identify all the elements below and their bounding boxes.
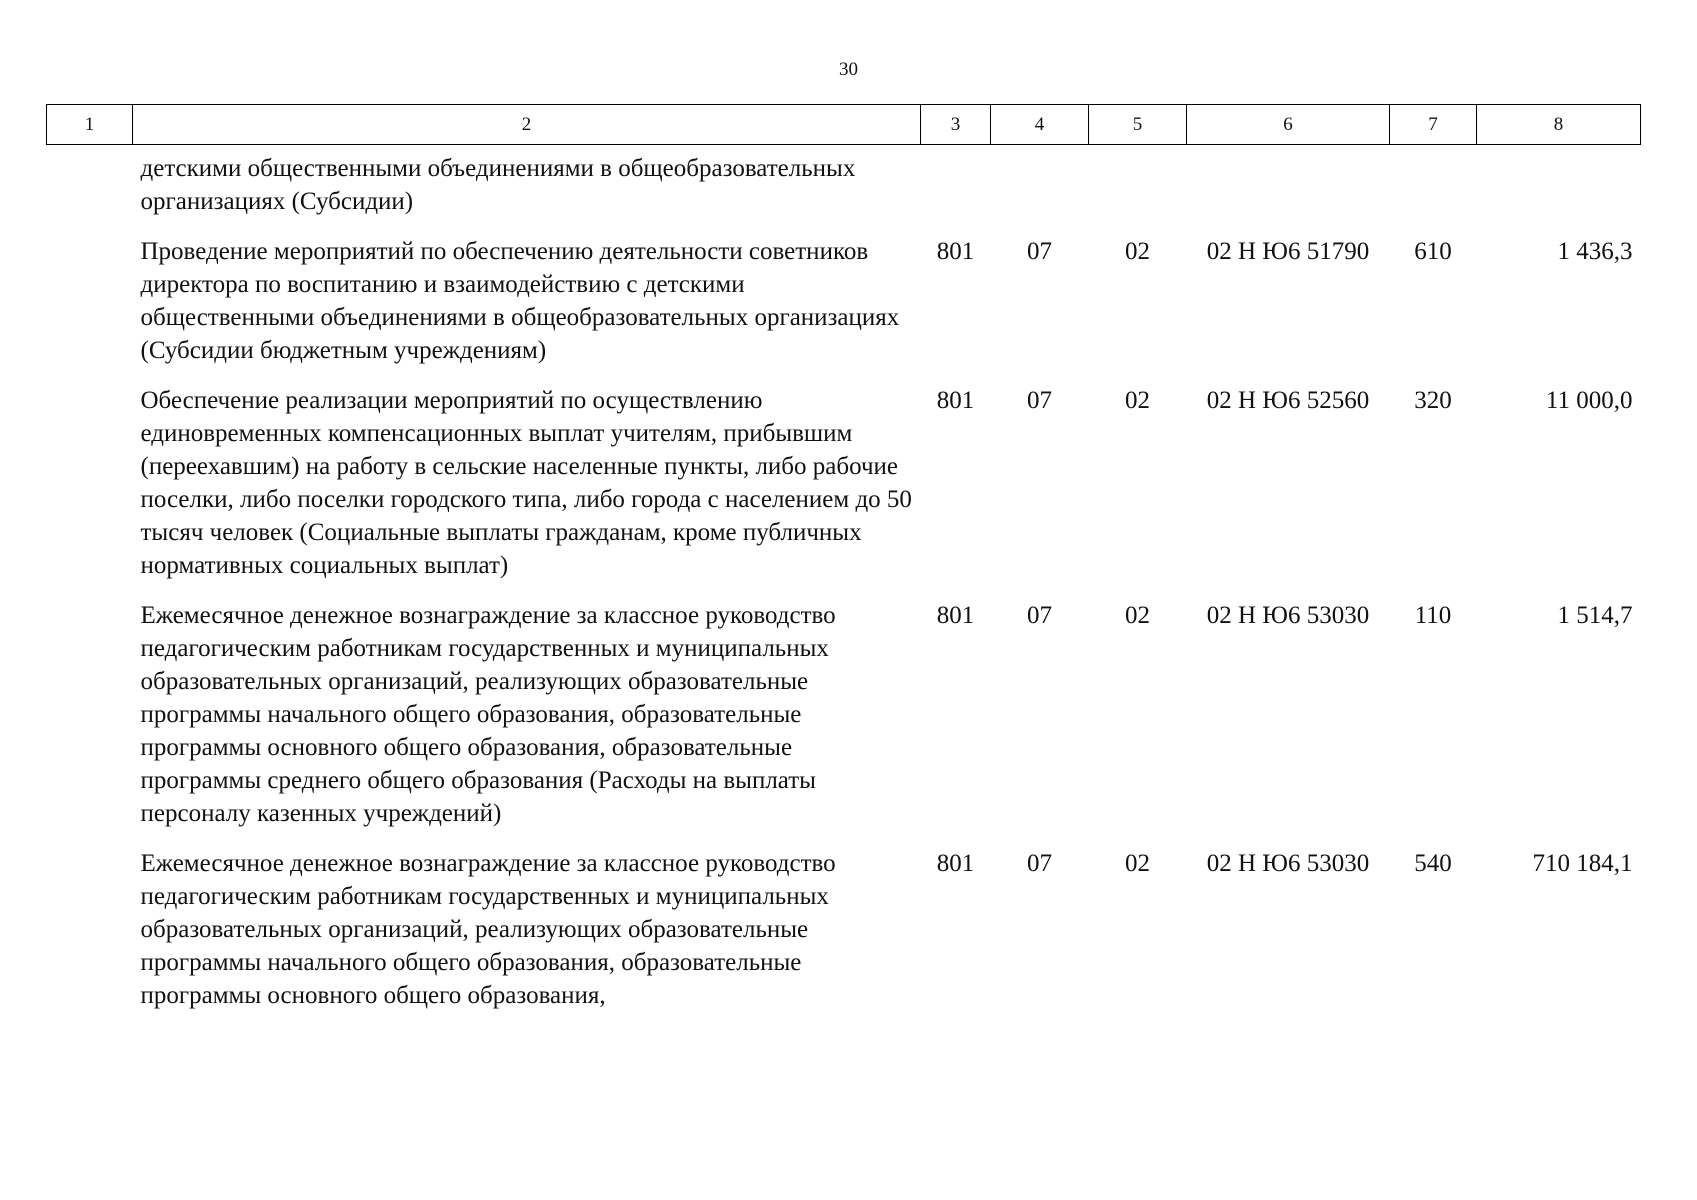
budget-table bbox=[46, 104, 1641, 1012]
header-col-8: 8 bbox=[1477, 105, 1641, 145]
cell-description: Обеспечение реализации мероприятий по осуществлению единовременных компенсационных выплат учителям, прибывшим (переехавшим) на работу в сельские населенные пункты, либо рабочие поселки, либо поселки городского типа, либо города с населением до 50 тысяч человек (Социальные выплаты гражданам, кроме публичных нормативных социальных выплат) bbox=[140, 387, 912, 579]
cell-amount: 1 436,3 bbox=[1557, 238, 1633, 265]
cell-col-3: 801 bbox=[936, 387, 975, 414]
table-header-row bbox=[47, 105, 1641, 145]
header-col-5: 5 bbox=[1089, 105, 1187, 145]
cell-col-1 bbox=[47, 145, 133, 236]
cell-col-5 bbox=[1089, 145, 1187, 236]
cell-col-5: 02 bbox=[1125, 238, 1150, 265]
cell-col-4: 07 bbox=[1027, 387, 1052, 414]
table-row-continuation bbox=[47, 145, 1641, 236]
cell-col-5: 02 bbox=[1125, 387, 1150, 414]
cell-col-1 bbox=[47, 384, 133, 599]
cell-col-4 bbox=[991, 145, 1089, 236]
header-col-3: 3 bbox=[921, 105, 991, 145]
cell-amount: 1 514,7 bbox=[1557, 602, 1633, 629]
cell-col-7: 110 bbox=[1414, 602, 1452, 629]
cell-col-3: 801 bbox=[936, 850, 975, 877]
cell-description: Ежемесячное денежное вознаграждение за классное руководство педагогическим работникам государственных и муниципальных образовательных организаций, реализующих образовательные программы начального общего образования, образовательные программы основного общего образования, bbox=[140, 850, 836, 1009]
cell-col-1 bbox=[47, 847, 133, 1012]
header-col-4: 4 bbox=[991, 105, 1089, 145]
cell-col-4: 07 bbox=[1027, 850, 1052, 877]
cell-description: Проведение мероприятий по обеспечению деятельности советников директора по воспитанию и взаимодействию с детскими общественными объединениями в общеобразовательных организациях (Субсидии бюджетным учреждениям) bbox=[140, 238, 900, 364]
cell-col-5: 02 bbox=[1125, 850, 1150, 877]
cell-col-4: 07 bbox=[1027, 602, 1052, 629]
cell-amount: 710 184,1 bbox=[1532, 850, 1633, 877]
table-row bbox=[47, 235, 1641, 384]
header-col-2: 2 bbox=[133, 105, 921, 145]
cell-col-1 bbox=[47, 235, 133, 384]
cell-col-1 bbox=[47, 599, 133, 847]
table-row bbox=[47, 384, 1641, 599]
table-row bbox=[47, 599, 1641, 847]
table-row bbox=[47, 847, 1641, 1012]
cell-col-5: 02 bbox=[1125, 602, 1150, 629]
cell-col-7: 320 bbox=[1414, 387, 1452, 414]
cell-col-6: 02 Н Ю6 52560 bbox=[1206, 387, 1370, 414]
cell-description: детскими общественными объединениями в общеобразовательных организациях (Субсидии) bbox=[140, 155, 856, 215]
cell-col-6: 02 Н Ю6 53030 bbox=[1206, 602, 1370, 629]
cell-col-7: 610 bbox=[1414, 238, 1452, 265]
cell-col-3: 801 bbox=[936, 238, 975, 265]
cell-col-3: 801 bbox=[936, 602, 975, 629]
cell-col-6: 02 Н Ю6 51790 bbox=[1206, 238, 1370, 265]
cell-col-7: 540 bbox=[1414, 850, 1452, 877]
cell-col-6: 02 Н Ю6 53030 bbox=[1206, 850, 1370, 877]
cell-col-4: 07 bbox=[1027, 238, 1052, 265]
cell-col-7 bbox=[1390, 145, 1477, 236]
page-number: 30 bbox=[839, 59, 858, 80]
header-col-1: 1 bbox=[47, 105, 133, 145]
cell-col-6 bbox=[1187, 145, 1390, 236]
cell-description: Ежемесячное денежное вознаграждение за классное руководство педагогическим работникам государственных и муниципальных образовательных организаций, реализующих образовательные программы начального общего образования, образовательные программы основного общего образования, образовательные программы среднего общего образования (Расходы на выплаты персоналу казенных учреждений) bbox=[140, 602, 836, 827]
cell-amount: 11 000,0 bbox=[1545, 387, 1633, 414]
cell-amount bbox=[1477, 145, 1641, 236]
header-col-7: 7 bbox=[1390, 105, 1477, 145]
header-col-6: 6 bbox=[1187, 105, 1390, 145]
cell-col-3 bbox=[921, 145, 991, 236]
